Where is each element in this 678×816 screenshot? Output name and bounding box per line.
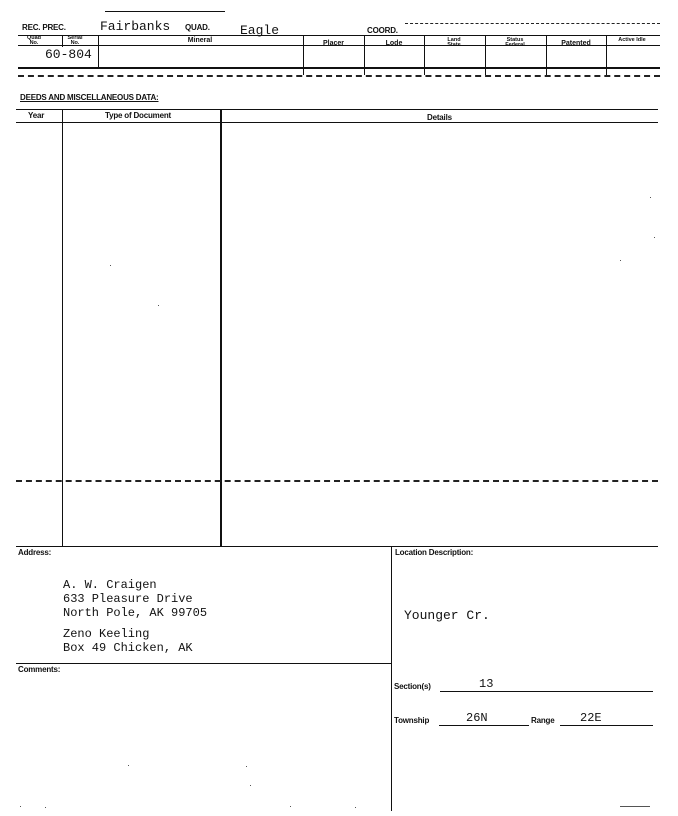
location-description-value: Younger Cr. [404,608,490,623]
scan-speck [654,237,655,238]
col-status-federal: Status Federal [505,37,525,48]
coord-label: COORD. [367,26,398,35]
address-label: Address: [18,548,52,557]
address-line: Box 49 Chicken, AK [63,641,193,655]
quad-serial-value: 60-804 [45,47,92,62]
header-top-dash [405,23,660,24]
scan-speck [45,807,46,808]
section-underline [440,691,653,692]
comments-top-rule [16,663,391,664]
deeds-top-rule [16,109,658,110]
address-line: Zeno Keeling [63,627,150,641]
col-sep-6 [485,35,486,75]
scan-speck [246,766,247,767]
col-type-of-document: Type of Document [105,111,171,120]
col-placer: Placer [322,40,345,47]
section-label: Section(s) [394,682,431,691]
col-quad-no: Quad No. [26,35,42,46]
col-sep-2 [98,35,99,67]
comments-label: Comments: [18,665,61,674]
range-value: 22E [580,711,602,725]
record-table-dash [18,75,660,77]
section-value: 13 [479,677,494,691]
scan-speck [158,305,159,306]
range-underline [560,725,653,726]
col-serial-no: Serial No. [67,35,83,46]
address-line: A. W. Craigen [63,578,157,592]
col-lode: Lode [385,40,403,47]
col-patented: Patented [561,40,591,47]
deeds-header-rule [16,122,658,123]
rec-prec-value: Fairbanks [100,19,171,34]
scan-speck [250,785,251,786]
township-underline [439,725,529,726]
township-value: 26N [466,711,488,725]
col-details: Details [427,113,452,122]
record-table-top [18,35,660,36]
scan-speck [128,765,129,766]
address-line: 633 Pleasure Drive [63,592,193,606]
location-description-label: Location Description: [395,548,474,557]
rec-prec-label: REC. PREC. [22,23,66,32]
col-land-state: Land State [447,37,461,48]
address-location-divider [391,546,392,811]
col-active-idle: Active Idle [618,37,646,43]
quad-label: QUAD. [185,23,210,32]
col-mineral: Mineral [187,37,213,44]
col-sep-5 [424,35,425,75]
scan-speck [355,807,356,808]
col-year: Year [28,111,45,120]
township-label: Township [394,716,430,725]
deeds-dash-rule [16,480,658,482]
quad-value: Eagle [240,23,280,38]
deeds-title: DEEDS AND MISCELLANEOUS DATA: [20,93,159,102]
header-top-rule [105,11,225,12]
address-top-rule [16,546,658,547]
scan-speck [110,265,111,266]
scan-speck [620,806,650,807]
address-line: North Pole, AK 99705 [63,606,208,620]
range-label: Range [531,716,555,725]
record-table-bottom [18,67,660,69]
scan-speck [20,806,21,807]
scan-speck [290,806,291,807]
scan-speck [650,197,651,198]
scan-speck [620,260,621,261]
col-sep-8 [606,35,607,75]
